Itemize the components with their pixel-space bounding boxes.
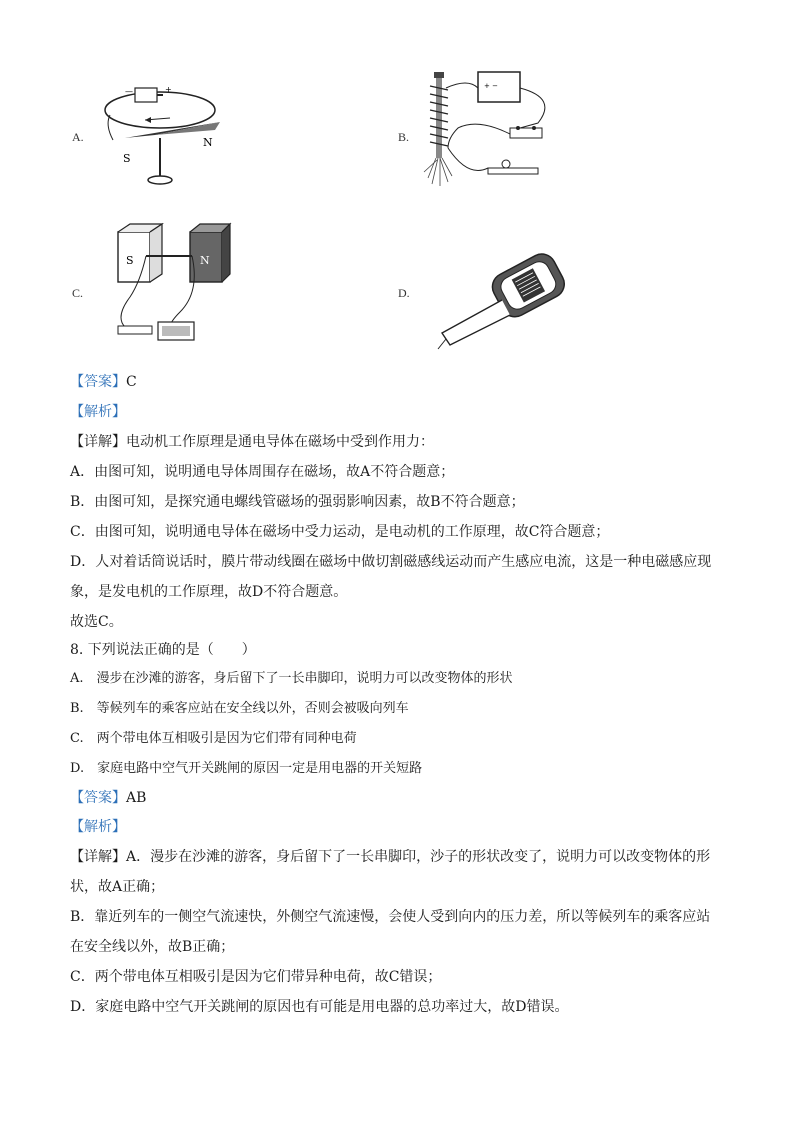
q8-detail-d: D．家庭电路中空气开关跳闸的原因也有可能是用电器的总功率过大，故D错误。: [70, 999, 569, 1015]
figure-b-electromagnet: [418, 68, 568, 193]
q7-detail-a: A．由图可知，说明通电导体周围存在磁场，故A不符合题意；: [70, 464, 455, 480]
q7-detail-intro: [70, 433, 434, 451]
q8-option-d: D. 家庭电路中空气开关跳闸的原因一定是用电器的开关短路: [70, 761, 423, 776]
q8-analysis-tag: 【解析】: [70, 819, 126, 835]
option-b-label: B.: [398, 130, 410, 144]
q7-analysis-tag: 【解析】: [70, 404, 126, 420]
figure-d-microphone: [432, 245, 572, 355]
q8-detail-b-line1: B．靠近列车的一侧空气流速快，外侧空气流速慢，会使人受到向内的压力差，所以等候列车的乘客应站: [70, 909, 711, 925]
figure-c-s-pole: S: [126, 254, 134, 267]
svg-text:+ −: + −: [484, 82, 498, 90]
figure-c-motor-principle: [100, 222, 240, 347]
svg-text:+: +: [165, 85, 172, 94]
q7-conclusion: 故选C。: [70, 614, 123, 630]
q7-answer: C: [126, 374, 137, 390]
q7-answer-line: [70, 373, 137, 391]
q7-detail-text: 电动机工作原理是通电导体在磁场中受到作用力：: [126, 434, 434, 450]
q7-detail-c: C．由图可知，说明通电导体在磁场中受力运动，是电动机的工作原理，故C符合题意；: [70, 524, 610, 540]
q8-detail-b-line2: 在安全线以外，故B正确；: [70, 939, 235, 955]
svg-text:—: —: [125, 87, 133, 96]
figure-c-n-pole: N: [200, 254, 210, 267]
option-d-label: D.: [398, 286, 410, 300]
q8-option-c: C. 两个带电体互相吸引是因为它们带有同种电荷: [70, 731, 357, 746]
option-a-label: A.: [72, 130, 84, 144]
figure-a-n-pole: N: [203, 136, 213, 149]
q8-detail-c: C．两个带电体互相吸引是因为它们带异种电荷，故C错误；: [70, 969, 442, 985]
q7-detail-b: B．由图可知，是探究通电螺线管磁场的强弱影响因素，故B不符合题意；: [70, 494, 525, 510]
q8-detail-a-line1: [70, 848, 710, 866]
figure-a-compass-wire: [95, 80, 230, 190]
option-c-label: C.: [72, 286, 84, 300]
q8-detail-tag: 【详解】: [70, 849, 126, 865]
q8-answer-line: [70, 789, 146, 807]
q8-option-b: B. 等候列车的乘客应站在安全线以外，否则会被吸向列车: [70, 701, 409, 716]
q7-detail-d-line1: D．人对着话筒说话时，膜片带动线圈在磁场中做切割磁感线运动而产生感应电流，这是一种电磁感应现: [70, 554, 712, 570]
q8-detail-a-line2: 状，故A正确；: [70, 879, 165, 895]
q8-answer-tag: 【答案】: [70, 790, 126, 806]
q8-detail-a-text: A．漫步在沙滩的游客，身后留下了一长串脚印，沙子的形状改变了，说明力可以改变物体的形: [126, 849, 711, 865]
figure-a-s-pole: S: [123, 152, 131, 165]
q7-detail-tag: 【详解】: [70, 434, 126, 450]
q7-answer-tag: 【答案】: [70, 374, 126, 390]
q8-stem: 8. 下列说法正确的是（ ）: [70, 642, 256, 658]
q8-option-a: A. 漫步在沙滩的游客，身后留下了一长串脚印，说明力可以改变物体的形状: [70, 671, 513, 686]
q8-answer: AB: [126, 790, 147, 806]
q7-detail-d-line2: 象，是发电机的工作原理，故D不符合题意。: [70, 584, 348, 600]
